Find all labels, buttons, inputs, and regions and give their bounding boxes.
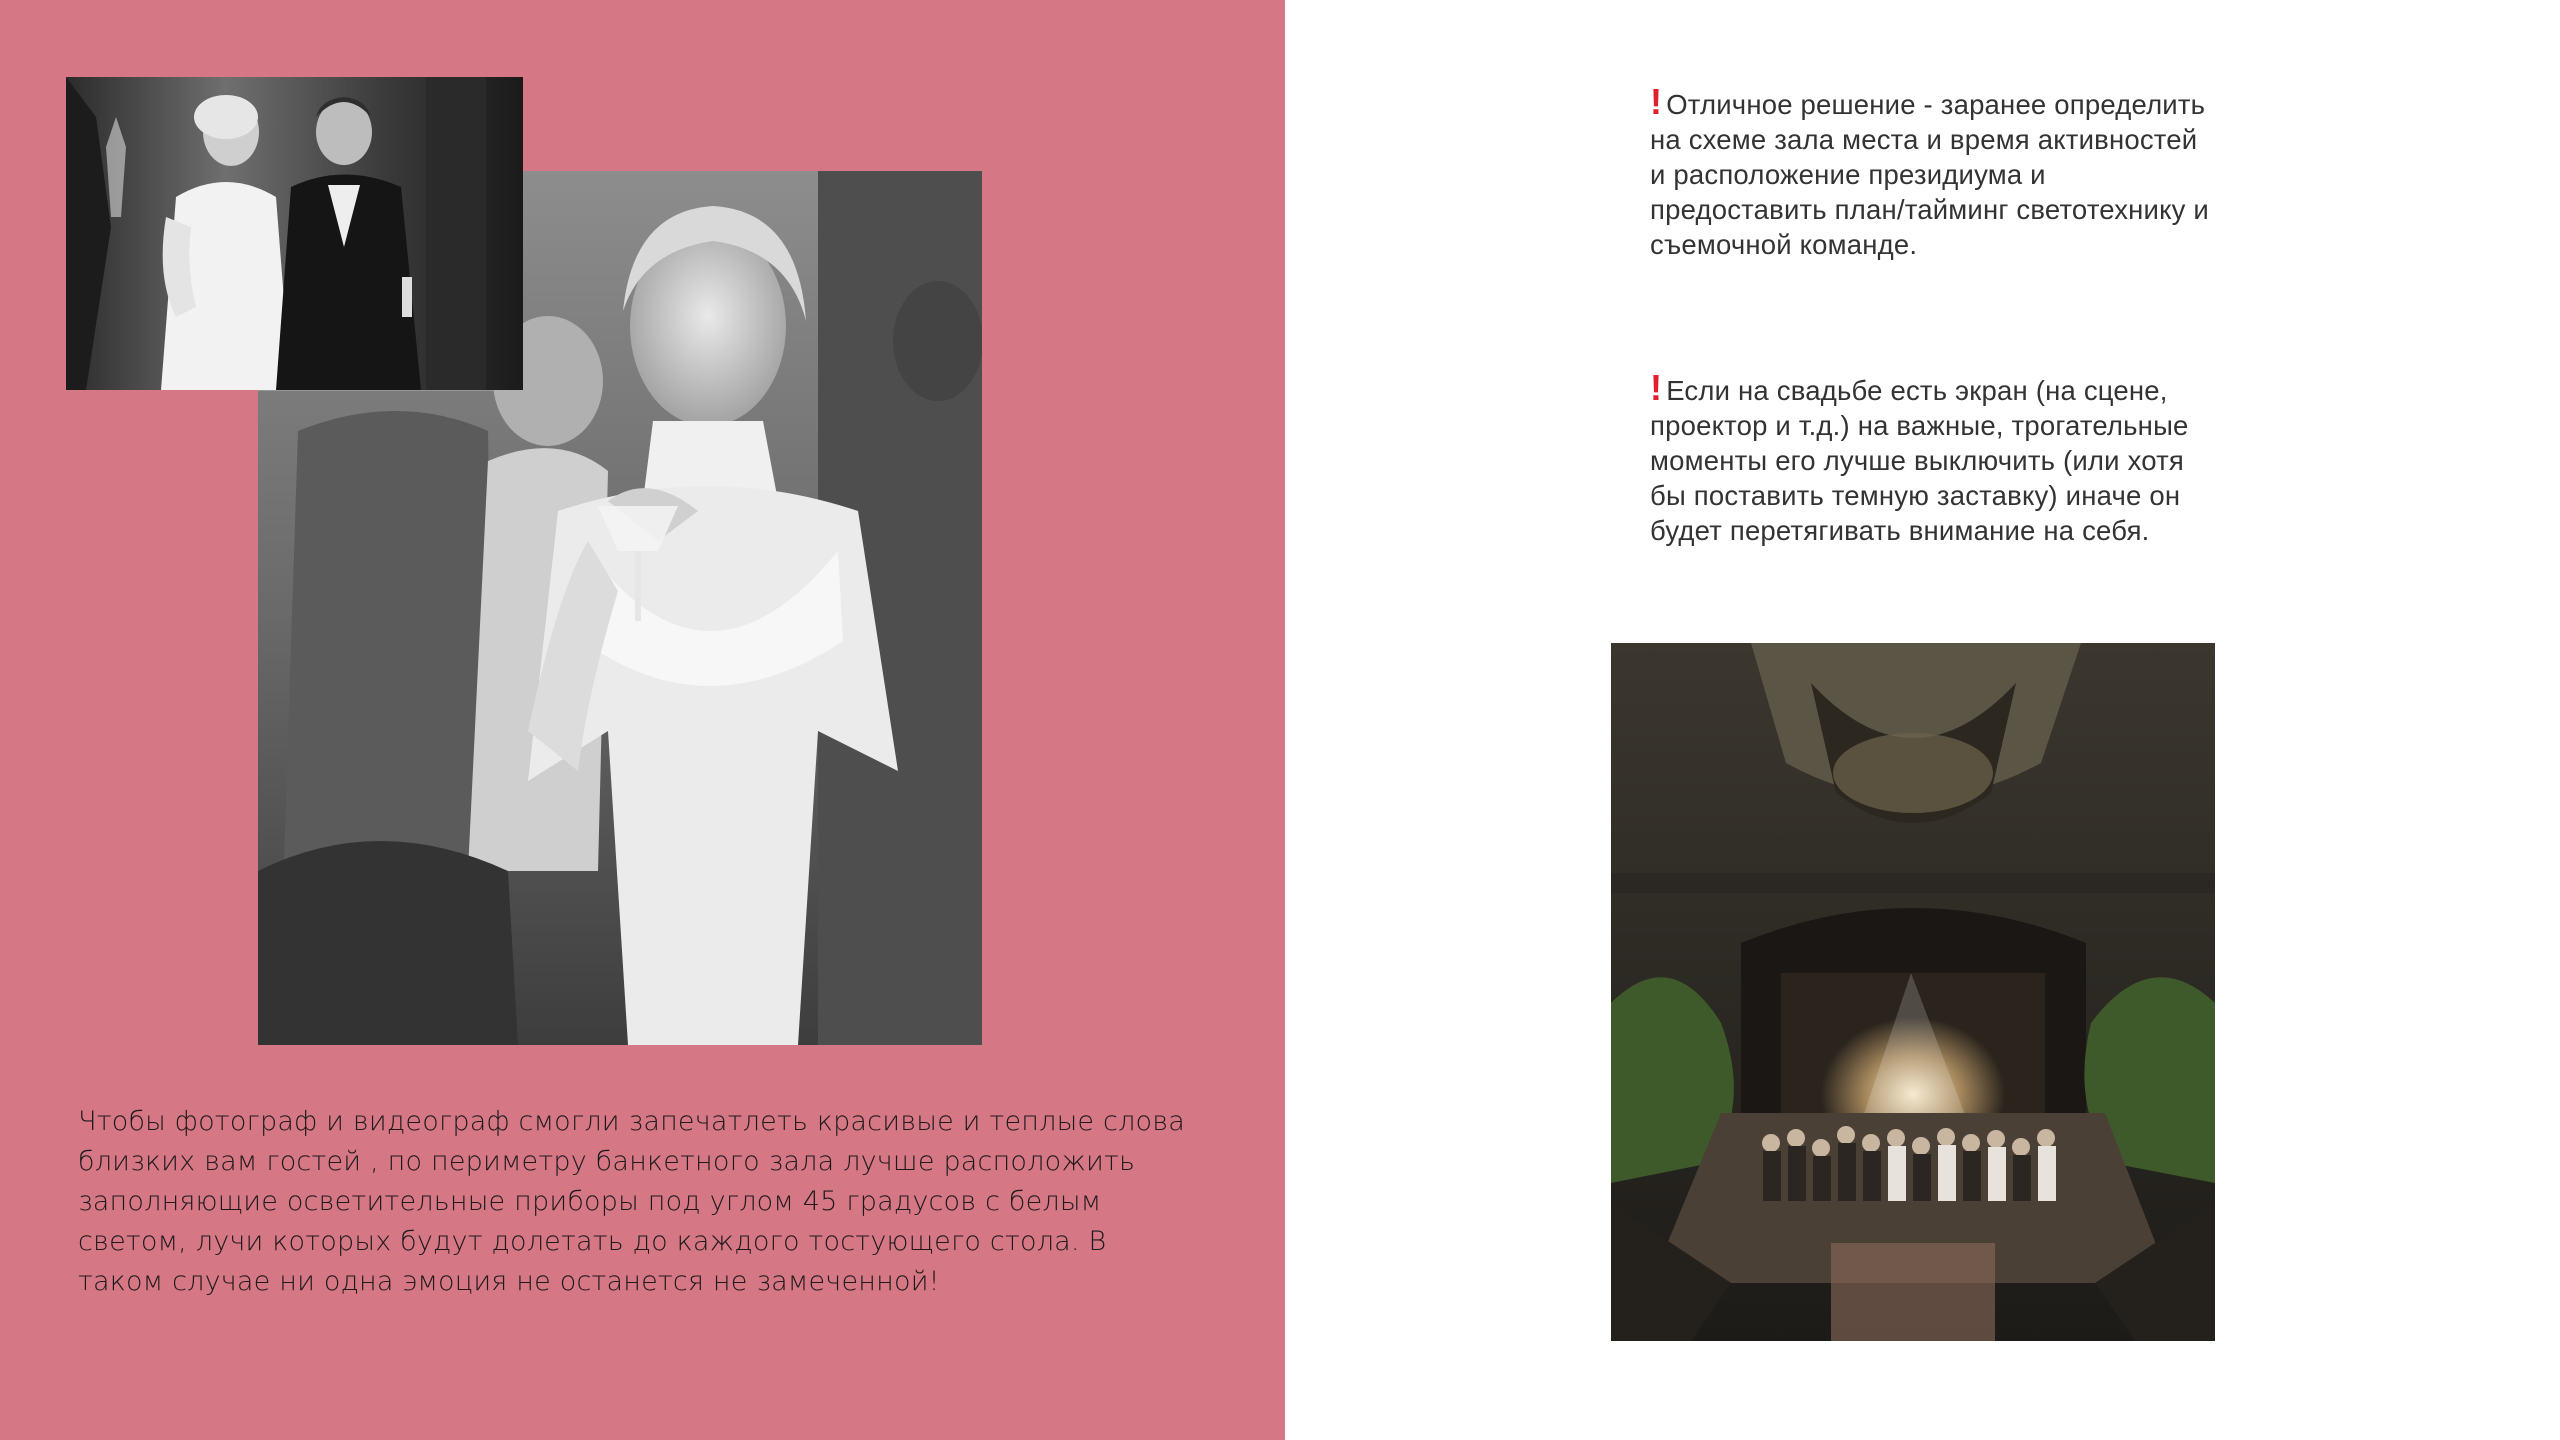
tip-2: [1650, 367, 2210, 548]
tip-2-text: Если на свадьбе есть экран (на сцене, проектор и т.д.) на важные, трогательные моменты его лучше выключить (или хотя бы поставить темную заставку) иначе он будет перетягивать внимание на себя.: [1650, 375, 2189, 546]
exclamation-icon: !: [1650, 81, 1663, 122]
tip-1-text: Отличное решение - заранее определить на схеме зала места и время активностей и расположение президиума и предоставить план/тайминг светотехнику и съемочной команде.: [1650, 89, 2209, 260]
banquet-hall-photo: [1611, 643, 2215, 1341]
exclamation-icon: !: [1650, 367, 1663, 408]
couple-toast-photo: [66, 77, 523, 390]
body-paragraph: Чтобы фотограф и видеограф смогли запечатлеть красивые и теплые слова близких вам гостей , по периметру банкетного зала лучше расположить заполняющие осветительные приборы под углом 45 градусов с белым светом, лучи которых будут долетать до каждого тостующего стола. В таком случае ни одна эмоция не останется не замеченной!: [78, 1106, 1186, 1297]
tip-1: [1650, 81, 2210, 262]
